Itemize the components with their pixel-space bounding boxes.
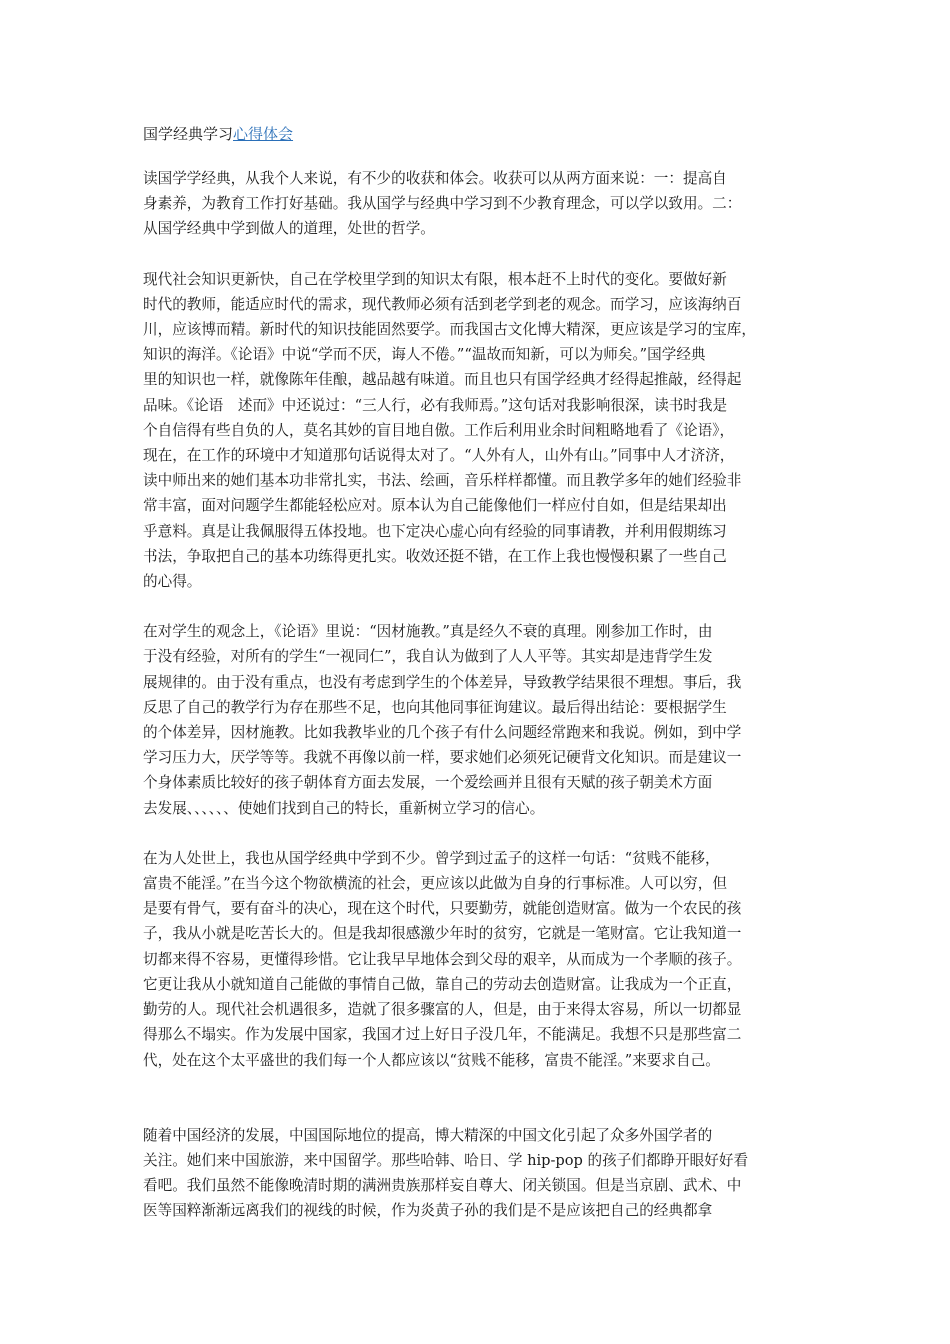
paragraph-line: 勤劳的人。现代社会机遇很多，造就了很多骤富的人，但是，由于来得太容易，所以一切都显 (143, 1001, 742, 1019)
paragraph-line: 从国学经典中学到做人的道理，处世的哲学。 (143, 220, 435, 238)
paragraph-line: 的心得。 (143, 573, 202, 591)
paragraph-line: 乎意料。真是让我佩服得五体投地。也下定决心虚心向有经验的同事请教，并利用假期练习 (143, 522, 727, 540)
paragraph-line: 反思了自己的教学行为存在那些不足，也向其他同事征询建议。最后得出结论：要根据学生 (143, 698, 727, 716)
paragraph-line: 于没有经验，对所有的学生“一视同仁”，我自认为做到了人人平等。其实却是违背学生发 (143, 648, 713, 666)
paragraph-line: 学习压力大，厌学等等。我就不再像以前一样，要求她们必须死记硬背文化知识。而是建议一 (143, 749, 742, 767)
paragraph-line: 它更让我从小就知道自己能做的事情自己做，靠自己的劳动去创造财富。让我成为一个正直， (143, 975, 742, 993)
paragraph-2 (143, 267, 815, 595)
paragraph-line: 看吧。我们虽然不能像晚清时期的满洲贵族那样妄自尊大、闭关锁国。但是当京剧、武术、中 (143, 1177, 742, 1195)
paragraph-line: 展规律的。由于没有重点，也没有考虑到学生的个体差异，导致教学结果很不理想。事后，我 (143, 673, 742, 691)
paragraph-1 (143, 166, 815, 242)
title-text: 国学经典学习 (143, 125, 234, 143)
paragraph-line: 现代社会知识更新快，自己在学校里学到的知识太有限，根本赶不上时代的变化。要做好新 (143, 270, 727, 288)
paragraph-line: 知识的海洋。《论语》中说“学而不厌，诲人不倦。”“温故而知新，可以为师矣。”国学经典 (143, 346, 706, 364)
paragraph-line: 得那么不塌实。作为发展中国家，我国才过上好日子没几年，不能满足。我想不只是那些富二 (143, 1026, 742, 1044)
paragraph-line: 身素养，为教育工作打好基础。我从国学与经典中学习到不少教育理念，可以学以致用。二： (143, 195, 742, 213)
paragraph-line: 品味。《论语 述而》中还说过：“三人行，必有我师焉。”这句话对我影响很深，读书时我是 (143, 396, 728, 414)
paragraph-line: 现在，在工作的环境中才知道那句话说得太对了。“人外有人，山外有山。”同事中人才济济， (143, 447, 735, 465)
paragraph-line: 随着中国经济的发展，中国国际地位的提高，博大精深的中国文化引起了众多外国学者的 (143, 1126, 713, 1144)
paragraph-line: 关注。她们来中国旅游，来中国留学。那些哈韩、哈日、学 hip-pop 的孩子们都睁开眼好好看 (143, 1151, 749, 1169)
paragraph-line: 个身体素质比较好的孩子朝体育方面去发展，一个爱绘画并且很有天赋的孩子朝美术方面 (143, 774, 713, 792)
paragraph-line: 在为人处世上，我也从国学经典中学到不少。曾学到过孟子的这样一句话：“贫贱不能移， (143, 849, 720, 867)
paragraph-4 (143, 846, 815, 1073)
paragraph-line: 切都来得不容易，更懂得珍惜。它让我早早地体会到父母的艰辛，从而成为一个孝顺的孩子。 (143, 950, 742, 968)
paragraph-line: 是要有骨气，要有奋斗的决心，现在这个时代，只要勤劳，就能创造财富。做为一个农民的孩 (143, 900, 742, 918)
paragraph-line: 个自信得有些自负的人，莫名其妙的盲目地自傲。工作后利用业余时间粗略地看了《论语》， (143, 421, 735, 439)
paragraph-line: 书法，争取把自己的基本功练得更扎实。收效还挺不错，在工作上我也慢慢积累了一些自己 (143, 547, 727, 565)
title-link[interactable]: 心得体会 (233, 125, 294, 143)
paragraph-line: 医等国粹渐渐远离我们的视线的时候，作为炎黄子孙的我们是不是应该把自己的经典都拿 (143, 1202, 713, 1220)
paragraph-line: 里的知识也一样，就像陈年佳酿，越品越有味道。而且也只有国学经典才经得起推敲，经得起 (143, 371, 742, 389)
paragraph-line: 去发展、、、、、、使她们找到自己的特长，重新树立学习的信心。 (143, 799, 545, 817)
paragraph-line: 读国学学经典，从我个人来说，有不少的收获和体会。收获可以从两方面来说：一：提高自 (143, 170, 727, 187)
paragraph-5 (143, 1123, 815, 1224)
paragraph-line: 的个体差异，因材施教。比如我教毕业的几个孩子有什么问题经常跑来和我说。例如，到中学 (143, 724, 742, 742)
paragraph-line: 在对学生的观念上，《论语》里说：“因材施教。”真是经久不衰的真理。刚参加工作时，由 (143, 623, 713, 641)
paragraph-line: 富贵不能淫。”在当今这个物欲横流的社会，更应该以此做为自身的行事标准。人可以穷，但 (143, 875, 727, 893)
paragraph-line: 常丰富，面对问题学生都能轻松应对。原本认为自己能像他们一样应付自如，但是结果却出 (143, 497, 727, 515)
paragraph-line: 时代的教师，能适应时代的需求，现代教师必须有活到老学到老的观念。而学习，应该海纳百 (143, 295, 742, 313)
document-title (143, 122, 815, 146)
document-page (143, 122, 815, 1224)
paragraph-line: 川，应该博而精。新时代的知识技能固然要学。而我国古文化博大精深，更应该是学习的宝库， (143, 321, 756, 339)
paragraph-line: 读中师出来的她们基本功非常扎实，书法、绘画，音乐样样都懂。而且教学多年的她们经验非 (143, 472, 742, 490)
paragraph-line: 子，我从小就是吃苦长大的。但是我却很感激少年时的贫穷，它就是一笔财富。它让我知道一 (143, 925, 742, 943)
paragraph-3 (143, 619, 815, 821)
paragraph-line: 代，处在这个太平盛世的我们每一个人都应该以“贫贱不能移，富贵不能淫。”来要求自己。 (143, 1051, 720, 1069)
